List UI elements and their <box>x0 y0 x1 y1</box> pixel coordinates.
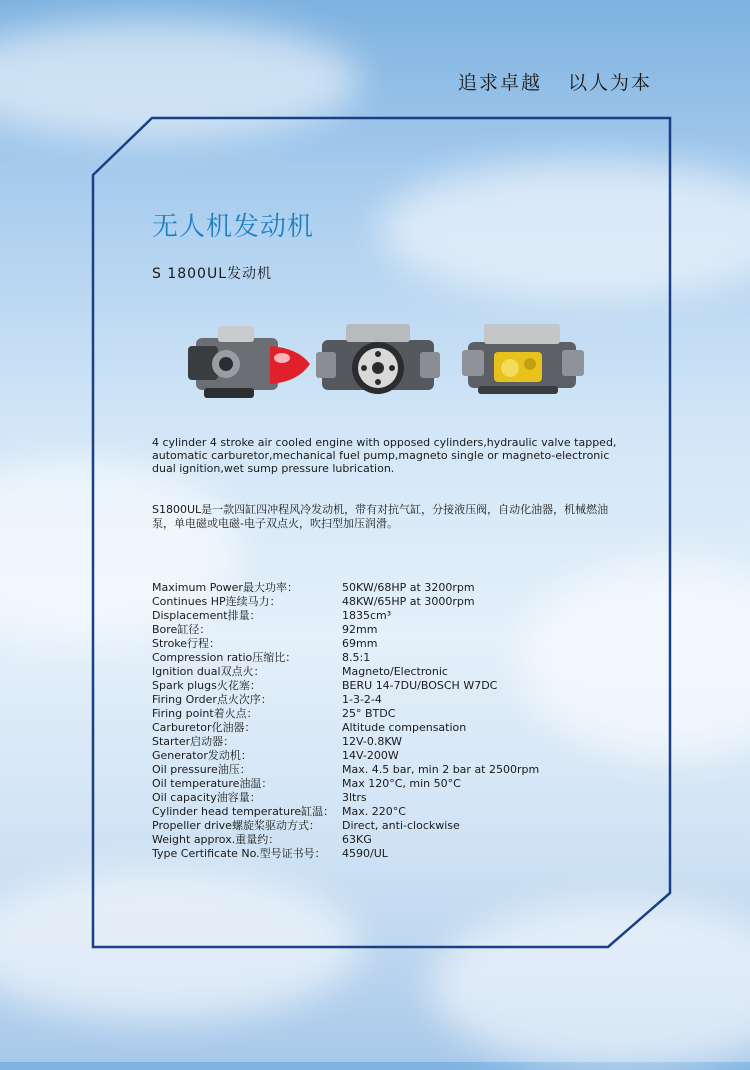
engine-photo-front <box>316 324 440 394</box>
spec-row <box>152 679 612 693</box>
spec-table <box>152 581 612 861</box>
spec-label: Spark plugs火花塞： <box>152 679 261 692</box>
spec-label: Continues HP连续马力： <box>152 595 281 608</box>
spec-value: 1835cm³ <box>342 609 392 622</box>
spec-value: 8.5:1 <box>342 651 371 664</box>
spec-label: Firing Order点火次序： <box>152 693 272 706</box>
spec-label: Generator发动机： <box>152 749 252 762</box>
spec-value: 4590/UL <box>342 847 388 860</box>
spec-row <box>152 721 612 735</box>
spec-row <box>152 693 612 707</box>
spec-value: 50KW/68HP at 3200rpm <box>342 581 475 594</box>
spec-label: Weight approx.重量约： <box>152 833 280 846</box>
spec-value: 3ltrs <box>342 791 367 804</box>
page-title: 无人机发动机 <box>152 212 315 242</box>
spec-row <box>152 777 612 791</box>
spec-value: Altitude compensation <box>342 721 467 734</box>
spec-value: BERU 14-7DU/BOSCH W7DC <box>342 679 498 692</box>
spec-value: 12V-0.8KW <box>342 735 403 748</box>
spec-row <box>152 651 612 665</box>
spec-label: Cylinder head temperature缸温： <box>152 805 335 818</box>
spec-label: Firing point着火点： <box>152 707 258 720</box>
spec-row <box>152 707 612 721</box>
spec-row <box>152 609 612 623</box>
spec-label: Compression ratio压缩比： <box>152 651 297 664</box>
spec-row <box>152 763 612 777</box>
engine-photo-rear <box>462 324 584 394</box>
spec-label: Propeller drive螺旋桨驱动方式： <box>152 819 320 832</box>
spec-value: 1-3-2-4 <box>342 693 382 706</box>
spec-row <box>152 833 612 847</box>
slogan: 追求卓越 以人为本 <box>458 72 653 94</box>
spec-value: Max 120°C, min 50°C <box>342 777 461 790</box>
spec-row <box>152 637 612 651</box>
description-chinese: S1800UL是一款四缸四冲程风冷发动机，带有对抗气缸，分接液压阀，自动化油器，机械燃油泵，单电磁或电磁-电子双点火，吹扫型加压润滑。 <box>152 503 609 530</box>
spec-label: Type Certificate No.型号证书号： <box>152 847 326 860</box>
spec-row <box>152 623 612 637</box>
spec-row <box>152 665 612 679</box>
spec-row <box>152 581 612 595</box>
spec-row <box>152 595 612 609</box>
spec-label: Oil temperature油温： <box>152 777 273 790</box>
spec-label: Oil capacity油容量： <box>152 791 261 804</box>
engine-photo-side <box>188 326 310 398</box>
spec-value: 25° BTDC <box>342 707 396 720</box>
spec-label: Stroke行程： <box>152 637 221 650</box>
spec-row <box>152 847 612 861</box>
description-english: 4 cylinder 4 stroke air cooled engine with opposed cylinders,hydraulic valve tapped, automatic carburetor,mechanical fuel pump,magneto single or magneto-electronic dual ignition,wet sump pressure lubrication. <box>152 436 617 475</box>
spec-row <box>152 735 612 749</box>
spec-row <box>152 791 612 805</box>
spec-value: 48KW/65HP at 3000rpm <box>342 595 475 608</box>
spec-value: 92mm <box>342 623 378 636</box>
spec-label: Oil pressure油压： <box>152 763 251 776</box>
engine-model: S 1800UL发动机 <box>152 266 273 282</box>
spec-value: 63KG <box>342 833 372 846</box>
spec-row <box>152 749 612 763</box>
spec-label: Carburetor化油器： <box>152 721 256 734</box>
spec-value: Magneto/Electronic <box>342 665 448 678</box>
spec-value: 69mm <box>342 637 378 650</box>
spec-value: Max. 220°C <box>342 805 406 818</box>
spec-label: Bore缸径： <box>152 623 211 636</box>
spec-label: Displacement排量： <box>152 609 261 622</box>
spec-value: 14V-200W <box>342 749 399 762</box>
spec-row <box>152 805 612 819</box>
spec-label: Maximum Power最大功率： <box>152 581 298 594</box>
spec-value: Max. 4.5 bar, min 2 bar at 2500rpm <box>342 763 540 776</box>
engine-photos <box>178 318 590 410</box>
spec-value: Direct, anti-clockwise <box>342 819 460 832</box>
spec-label: Ignition dual双点火： <box>152 665 265 678</box>
spec-row <box>152 819 612 833</box>
spec-label: Starter启动器： <box>152 735 235 748</box>
